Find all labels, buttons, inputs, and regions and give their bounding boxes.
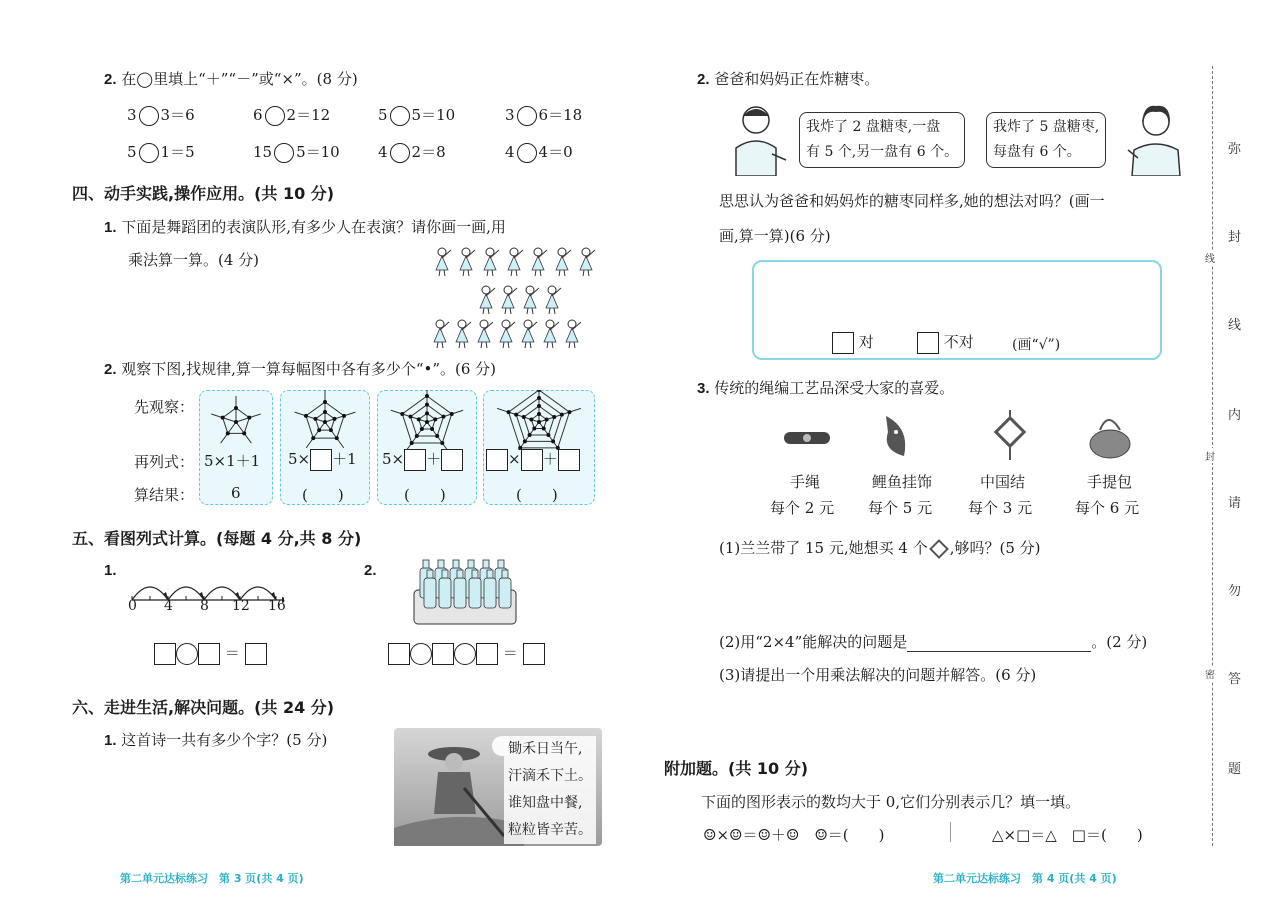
operator-circle[interactable]	[410, 643, 432, 665]
checkbox-incorrect[interactable]	[917, 332, 939, 354]
spider-web-3	[391, 390, 463, 450]
option-hint: (画“√”)	[1012, 337, 1061, 353]
dad-speech-bubble: 我炸了 2 盘糖枣,一盘 有 5 个,另一盘有 6 个。	[799, 112, 965, 168]
section-5-heading: 五、看图列式计算。(每题 4 分,共 8 分)	[72, 529, 362, 548]
answer-box[interactable]	[310, 449, 332, 471]
side-small-label: 封	[1205, 448, 1215, 463]
result-4[interactable]: ( )	[516, 486, 558, 504]
spider-web-patterns	[199, 390, 599, 450]
operator-equation: 5 1＝5	[127, 143, 195, 161]
answer-box[interactable]	[154, 643, 176, 665]
poem-illustration	[394, 728, 602, 846]
chinese-knot-icon	[996, 410, 1024, 460]
dad-figure	[726, 100, 788, 176]
footer-page-4: 第二单元达标练习 第 4 页(共 4 页)	[933, 872, 1117, 885]
answer-box[interactable]	[441, 449, 463, 471]
formula-4: × ＋	[486, 448, 580, 471]
divider	[950, 822, 951, 842]
extra-equation-1: ☺×☺＝☺＋☺ ☺＝( )	[703, 826, 885, 844]
operator-equation: 6 2＝12	[253, 106, 331, 124]
s5-q2-equation: ＝	[388, 642, 545, 665]
option-incorrect: 不对	[917, 331, 974, 354]
answer-box[interactable]	[476, 643, 498, 665]
side-label: 内	[1228, 408, 1242, 423]
tick-label: 12	[232, 598, 250, 614]
operator-equation: 15 5＝10	[253, 143, 340, 161]
section-4-heading: 四、动手实践,操作应用。(共 10 分)	[72, 184, 335, 203]
item-name: 鲤鱼挂饰	[872, 473, 933, 491]
s5-q2-num: 2.	[364, 562, 377, 579]
operator-equation: 4 2＝8	[378, 143, 446, 161]
item-price: 每个 6 元	[1075, 499, 1140, 517]
s4-q2-title: 2. 观察下图,找规律,算一算每幅图中各有多少个“•”。(6 分)	[104, 360, 497, 378]
formula-2: 5× ＋1	[288, 448, 357, 471]
label-observe: 先观察：	[134, 398, 195, 416]
question-2-title: 2. 在◯里填上“＋”“－”或“×”。(8 分)	[104, 70, 358, 88]
tick-label: 8	[200, 598, 209, 614]
r-q3-sub2: (2)用“2×4”能解决的问题是 。(2 分)	[719, 633, 1148, 651]
s5-q1-num: 1.	[104, 562, 117, 579]
result-3[interactable]: ( )	[404, 486, 446, 504]
mom-figure	[1124, 100, 1186, 176]
item-name: 中国结	[980, 473, 1026, 491]
side-small-label: 密	[1205, 666, 1215, 681]
side-label: 弥	[1228, 142, 1242, 157]
side-label: 封	[1228, 230, 1242, 245]
extra-heading: 附加题。(共 10 分)	[664, 759, 809, 778]
footer-page-3: 第二单元达标练习 第 3 页(共 4 页)	[120, 872, 304, 885]
dancers-formation-illustration	[430, 240, 610, 350]
dancer-icon	[566, 320, 581, 348]
side-label: 勿	[1228, 584, 1242, 599]
r-q3-sub1: (1)兰兰带了 15 元,她想买 4 个 ,够吗？(5 分)	[719, 539, 1041, 557]
r-q2-line2: 画,算一算)(6 分)	[719, 227, 831, 245]
dancer-icon	[436, 248, 451, 276]
item-price: 每个 2 元	[770, 499, 835, 517]
item-name: 手绳	[790, 473, 821, 491]
formula-1: 5×1＋1	[204, 452, 261, 470]
answer-line[interactable]	[907, 636, 1091, 652]
operator-circle[interactable]	[517, 143, 537, 163]
dancer-icon	[532, 248, 547, 276]
answer-box[interactable]	[404, 449, 426, 471]
side-label: 线	[1228, 318, 1242, 333]
result-2[interactable]: ( )	[302, 486, 344, 504]
bracelet-icon	[784, 432, 830, 444]
answer-box[interactable]	[388, 643, 410, 665]
dancer-icon	[500, 320, 515, 348]
dancer-icon	[524, 286, 539, 314]
dancer-icon	[502, 286, 517, 314]
checkbox-correct[interactable]	[832, 332, 854, 354]
answer-box[interactable]	[245, 643, 267, 665]
extra-equation-2: △×□＝△ □＝( )	[992, 826, 1143, 844]
r-question-2-title: 2. 爸爸和妈妈正在炸糖枣。	[697, 70, 880, 88]
side-label: 答	[1228, 672, 1242, 687]
tick-label: 4	[164, 598, 173, 614]
dancer-icon	[580, 248, 595, 276]
dancer-icon	[480, 286, 495, 314]
operator-circle[interactable]	[454, 643, 476, 665]
spider-web-4	[497, 390, 581, 450]
dancer-icon	[478, 320, 493, 348]
spider-web-1	[211, 396, 260, 443]
operator-circle[interactable]	[390, 106, 410, 126]
dancer-icon	[456, 320, 471, 348]
label-formula: 再列式：	[134, 453, 195, 471]
operator-circle[interactable]	[139, 143, 159, 163]
operator-equation: 3 3＝6	[127, 106, 195, 124]
tick-label: 0	[128, 598, 137, 614]
tick-label: 16	[268, 598, 286, 614]
option-correct: 对	[832, 331, 874, 354]
label-result: 算结果：	[134, 486, 195, 504]
dancer-icon	[460, 248, 475, 276]
answer-box[interactable]	[486, 449, 508, 471]
r-q3-sub3: (3)请提出一个用乘法解决的问题并解答。(6 分)	[719, 666, 1037, 684]
side-label: 题	[1228, 762, 1242, 777]
operator-circle[interactable]	[176, 643, 198, 665]
answer-box[interactable]	[432, 643, 454, 665]
item-price: 每个 5 元	[868, 499, 933, 517]
dancer-icon	[522, 320, 537, 348]
dancer-icon	[546, 286, 561, 314]
s5-q1-equation: ＝	[154, 642, 267, 665]
handbag-icon	[1090, 420, 1130, 458]
operator-equation: 3 6＝18	[505, 106, 583, 124]
dancer-icon	[544, 320, 559, 348]
answer-box[interactable]	[198, 643, 220, 665]
dancer-icon	[508, 248, 523, 276]
item-name: 手提包	[1087, 473, 1133, 491]
s6-q1: 1. 这首诗一共有多少个字？(5 分)	[104, 731, 328, 749]
r-q2-line1: 思思认为爸爸和妈妈炸的糖枣同样多,她的想法对吗？(画一	[719, 192, 1105, 210]
item-price: 每个 3 元	[968, 499, 1033, 517]
craft-items-illustration	[778, 410, 1178, 462]
operator-circle[interactable]	[139, 106, 159, 126]
operator-circle[interactable]	[274, 143, 294, 163]
s4-q1-line1: 1. 下面是舞蹈团的表演队形,有多少人在表演？请你画一画,用	[104, 218, 506, 236]
result-1: 6	[231, 484, 241, 502]
formula-3: 5× ＋	[382, 448, 463, 471]
answer-box[interactable]	[558, 449, 580, 471]
answer-box[interactable]	[521, 449, 543, 471]
chinese-knot-icon	[929, 539, 949, 559]
spider-web-2	[295, 390, 356, 448]
s4-q1-line2: 乘法算一算。(4 分)	[128, 251, 260, 269]
operator-circle[interactable]	[265, 106, 285, 126]
side-small-label: 线	[1205, 250, 1215, 265]
extra-instructions: 下面的图形表示的数均大于 0,它们分别表示几？填一填。	[701, 793, 1081, 811]
operator-equation: 5 5＝10	[378, 106, 456, 124]
mom-speech-bubble: 我炸了 5 盘糖枣, 每盘有 6 个。	[986, 112, 1106, 168]
operator-circle[interactable]	[517, 106, 537, 126]
bottles-pack-illustration	[412, 556, 518, 626]
section-6-heading: 六、走进生活,解决问题。(共 24 分)	[72, 698, 335, 717]
poem-text: 锄禾日当午, 汗滴禾下土。 谁知盘中餐, 粒粒皆辛苦。	[504, 736, 596, 844]
dancer-icon	[556, 248, 571, 276]
dancer-icon	[434, 320, 449, 348]
dancer-icon	[484, 248, 499, 276]
operator-equation: 4 4＝0	[505, 143, 573, 161]
side-label: 请	[1228, 496, 1242, 511]
r-question-3-title: 3. 传统的绳编工艺品深受大家的喜爱。	[697, 379, 955, 397]
answer-box[interactable]	[523, 643, 545, 665]
operator-circle[interactable]	[390, 143, 410, 163]
carp-ornament-icon	[886, 416, 905, 456]
